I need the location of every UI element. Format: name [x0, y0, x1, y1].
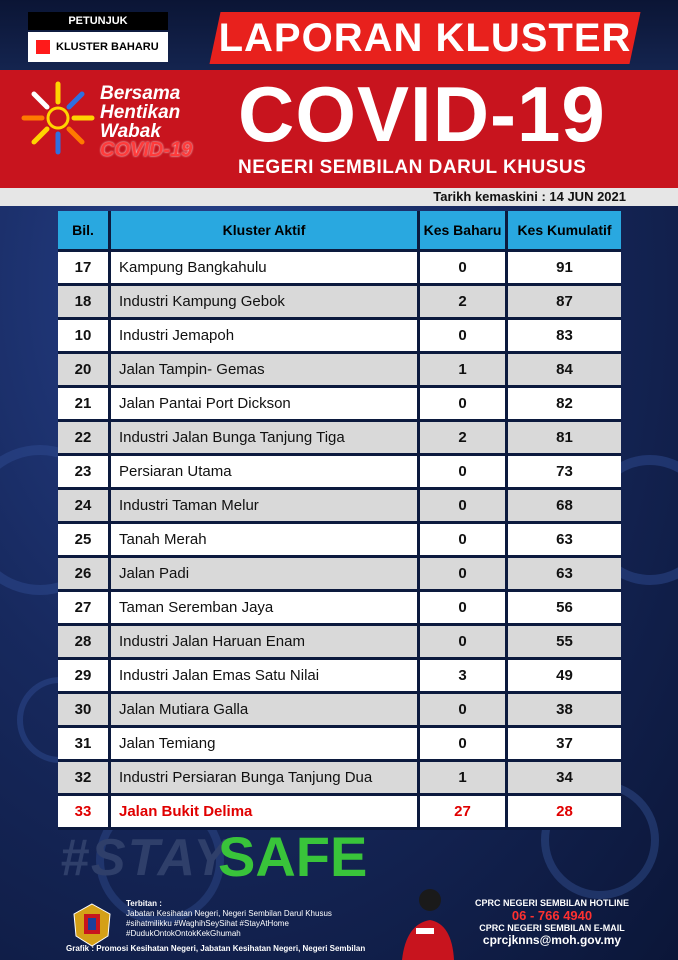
- cell-number: 26: [58, 558, 111, 592]
- cell-cluster-name: Industri Persiaran Bunga Tanjung Dua: [111, 762, 420, 796]
- covid-title: COVID-19: [238, 70, 606, 158]
- cell-number: 22: [58, 422, 111, 456]
- cell-number: 25: [58, 524, 111, 558]
- cell-new-cases: 2: [420, 286, 508, 320]
- cell-cumulative-cases: 49: [508, 660, 621, 694]
- legend-label: KLUSTER BAHARU: [56, 41, 159, 53]
- cell-number: 28: [58, 626, 111, 660]
- cell-cumulative-cases: 63: [508, 558, 621, 592]
- cell-new-cases: 0: [420, 558, 508, 592]
- cell-new-cases: 3: [420, 660, 508, 694]
- table-row: [58, 252, 621, 286]
- publisher-line: #DudukOntokOntokKekGhumah: [126, 929, 241, 938]
- cell-cumulative-cases: 84: [508, 354, 621, 388]
- cell-cluster-name: Industri Jalan Bunga Tanjung Tiga: [111, 422, 420, 456]
- cluster-table: [58, 211, 621, 830]
- publisher-label: Terbitan :: [126, 899, 162, 908]
- table-header-row: [58, 211, 621, 252]
- cell-cumulative-cases: 83: [508, 320, 621, 354]
- call-center-person-icon: [396, 884, 456, 960]
- legend: [28, 12, 168, 62]
- cell-cluster-name: Jalan Pantai Port Dickson: [111, 388, 420, 422]
- hotline-label: CPRC NEGERI SEMBILAN HOTLINE: [474, 898, 629, 908]
- publisher-info: [126, 899, 386, 939]
- column-header-new-cases: Kes Baharu: [420, 211, 508, 252]
- cell-new-cases: 0: [420, 456, 508, 490]
- legend-swatch: [36, 40, 50, 54]
- legend-row: [28, 32, 168, 62]
- graphic-credit: Grafik : Promosi Kesihatan Negeri, Jabatan Kesihatan Negeri, Negeri Sembilan: [66, 944, 366, 953]
- cell-cluster-name: Industri Kampung Gebok: [111, 286, 420, 320]
- campaign-slogan: [100, 84, 220, 160]
- cell-cumulative-cases: 55: [508, 626, 621, 660]
- cell-cluster-name: Jalan Temiang: [111, 728, 420, 762]
- cell-new-cases: 0: [420, 626, 508, 660]
- malaysia-crest-icon: [66, 900, 118, 950]
- cell-cumulative-cases: 34: [508, 762, 621, 796]
- campaign-logo-icon: [18, 78, 98, 158]
- cell-cumulative-cases: 73: [508, 456, 621, 490]
- cell-cluster-name: Tanah Merah: [111, 524, 420, 558]
- cell-cumulative-cases: 28: [508, 796, 621, 830]
- slogan-line: Wabak: [100, 121, 161, 142]
- table-row: [58, 422, 621, 456]
- table-body: [58, 252, 621, 830]
- slogan-line: Bersama: [100, 83, 181, 104]
- report-title: LAPORAN KLUSTER: [218, 16, 632, 60]
- stay-safe-banner: [60, 822, 368, 888]
- cell-cumulative-cases: 68: [508, 490, 621, 524]
- cell-cluster-name: Industri Jalan Emas Satu Nilai: [111, 660, 420, 694]
- cell-cumulative-cases: 81: [508, 422, 621, 456]
- table-row: [58, 456, 621, 490]
- cell-cluster-name: Industri Taman Melur: [111, 490, 420, 524]
- cell-new-cases: 27: [420, 796, 508, 830]
- cell-cluster-name: Jalan Padi: [111, 558, 420, 592]
- table-row: [58, 660, 621, 694]
- cell-cumulative-cases: 82: [508, 388, 621, 422]
- table-row: [58, 626, 621, 660]
- email-label: CPRC NEGERI SEMBILAN E-MAIL: [479, 923, 625, 933]
- cell-new-cases: 0: [420, 490, 508, 524]
- update-date-bar: [0, 188, 678, 206]
- cell-cumulative-cases: 56: [508, 592, 621, 626]
- stay-text: #STAY: [60, 829, 230, 887]
- cell-new-cases: 0: [420, 320, 508, 354]
- cell-cumulative-cases: 37: [508, 728, 621, 762]
- cell-new-cases: 2: [420, 422, 508, 456]
- publisher-line: #sihatmilikku #WaghihSeySihat #StayAtHome: [126, 919, 289, 928]
- cell-number: 23: [58, 456, 111, 490]
- table-row: [58, 524, 621, 558]
- cell-number: 29: [58, 660, 111, 694]
- cell-number: 21: [58, 388, 111, 422]
- safe-text: SAFE: [218, 825, 368, 888]
- cell-cluster-name: Jalan Bukit Delima: [111, 796, 420, 830]
- slogan-line: Hentikan: [100, 102, 181, 123]
- table-row: [58, 286, 621, 320]
- cell-number: 30: [58, 694, 111, 728]
- cell-new-cases: 0: [420, 524, 508, 558]
- publisher-line: Jabatan Kesihatan Negeri, Negeri Sembilan Darul Khusus: [126, 909, 332, 918]
- cell-number: 10: [58, 320, 111, 354]
- cell-new-cases: 0: [420, 694, 508, 728]
- cell-new-cases: 0: [420, 252, 508, 286]
- cell-number: 24: [58, 490, 111, 524]
- table-row: [58, 320, 621, 354]
- cell-cluster-name: Industri Jalan Haruan Enam: [111, 626, 420, 660]
- cell-cumulative-cases: 91: [508, 252, 621, 286]
- cell-cluster-name: Industri Jemapoh: [111, 320, 420, 354]
- cell-number: 31: [58, 728, 111, 762]
- report-title-banner: [209, 12, 640, 64]
- cell-number: 32: [58, 762, 111, 796]
- cell-cumulative-cases: 63: [508, 524, 621, 558]
- cell-cluster-name: Jalan Tampin- Gemas: [111, 354, 420, 388]
- table-row: [58, 354, 621, 388]
- table-row: [58, 388, 621, 422]
- cell-number: 20: [58, 354, 111, 388]
- cell-new-cases: 0: [420, 592, 508, 626]
- cell-cluster-name: Kampung Bangkahulu: [111, 252, 420, 286]
- column-header-cluster: Kluster Aktif: [111, 211, 420, 252]
- legend-title: PETUNJUK: [28, 12, 168, 30]
- table-row: [58, 728, 621, 762]
- cell-number: 18: [58, 286, 111, 320]
- table-row: [58, 592, 621, 626]
- slogan-line: COVID-19: [100, 139, 193, 161]
- cell-number: 33: [58, 796, 111, 830]
- cell-number: 17: [58, 252, 111, 286]
- cell-cumulative-cases: 38: [508, 694, 621, 728]
- cell-new-cases: 1: [420, 354, 508, 388]
- table-row: [58, 490, 621, 524]
- cell-cumulative-cases: 87: [508, 286, 621, 320]
- hotline-info: [452, 898, 652, 947]
- cell-cluster-name: Jalan Mutiara Galla: [111, 694, 420, 728]
- cell-new-cases: 1: [420, 762, 508, 796]
- cell-new-cases: 0: [420, 728, 508, 762]
- column-header-number: Bil.: [58, 211, 111, 252]
- email-address[interactable]: cprcjknns@moh.gov.my: [482, 933, 622, 947]
- cell-cluster-name: Persiaran Utama: [111, 456, 420, 490]
- column-header-cumulative-cases: Kes Kumulatif: [508, 211, 621, 252]
- hotline-number[interactable]: 06 - 766 4940: [511, 908, 593, 923]
- cell-number: 27: [58, 592, 111, 626]
- state-subtitle: NEGERI SEMBILAN DARUL KHUSUS: [238, 157, 587, 178]
- cluster-table-wrapper: [58, 211, 621, 830]
- update-date: Tarikh kemaskini : 14 JUN 2021: [433, 189, 626, 204]
- cell-cluster-name: Taman Seremban Jaya: [111, 592, 420, 626]
- cell-new-cases: 0: [420, 388, 508, 422]
- table-row: [58, 558, 621, 592]
- table-row: [58, 694, 621, 728]
- table-row: [58, 762, 621, 796]
